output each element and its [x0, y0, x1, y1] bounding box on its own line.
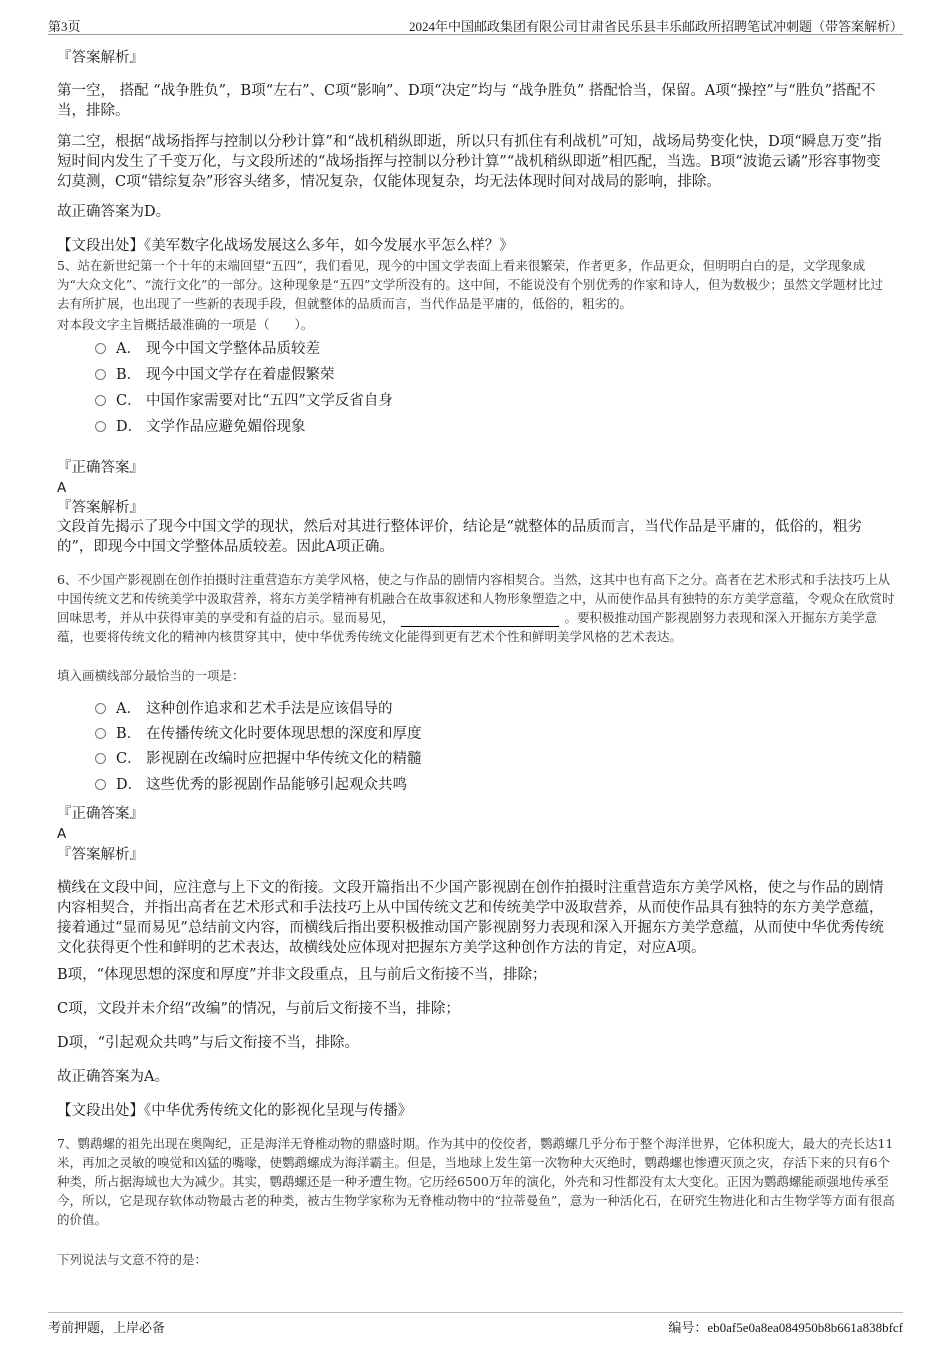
q5-option-d[interactable]: D． 文学作品应避免媚俗现象 — [95, 417, 306, 437]
q6-question: 填入画横线部分最恰当的一项是： — [57, 668, 245, 683]
q5-analysis-label: 『答案解析』 — [57, 500, 144, 516]
radio-icon[interactable] — [95, 779, 106, 790]
q5-analysis: 文段首先揭示了现今中国文学的现状，然后对其进行整体评价，结论是“就整体的品质而言，当代作品是平庸的，低俗的，粗劣的”，即现今中国文学整体品质较差。因此A项正确。 — [57, 519, 862, 555]
q4-analysis-p2: 第二空，根据“战场指挥与控制以分秒计算”和“战机稍纵即逝，所以只有抓住有利战机”可知，战场局势变化快，D项“瞬息万变”指短时间内发生了千变万化，与文段所述的“战场指挥与控制以分秒计算”“战机稍纵即逝”相匹配，当选。B项“波诡云谲”形容事物变幻莫测，C项“错综复杂”形容头绪多，情况复杂，仅能体现复杂，均无法体现时间对战局的影响，排除。 — [57, 134, 882, 190]
q6-answer: A — [57, 826, 67, 842]
radio-icon[interactable] — [95, 728, 106, 739]
page-footer — [48, 1312, 903, 1337]
q6-analysis-p3: C项，文段并未介绍“改编”的情况，与前后文衔接不当，排除； — [57, 1001, 460, 1017]
footer-slogan: 考前押题，上岸必备 — [48, 1320, 166, 1335]
q6-conclusion: 故正确答案为A。 — [57, 1069, 169, 1085]
radio-icon[interactable] — [95, 421, 106, 432]
q5-answer-label: 『正确答案』 — [57, 460, 144, 476]
q6-option-d[interactable]: D． 这些优秀的影视剧作品能够引起观众共鸣 — [95, 775, 407, 795]
q6-answer-label: 『正确答案』 — [57, 806, 144, 822]
q6-analysis-p4: D项，“引起观众共鸣”与后文衔接不当，排除。 — [57, 1035, 359, 1051]
radio-icon[interactable] — [95, 369, 106, 380]
q5-option-b[interactable]: B． 现今中国文学存在着虚假繁荣 — [95, 365, 335, 385]
q6-option-c[interactable]: C． 影视剧在改编时应把握中华传统文化的精髓 — [95, 749, 422, 769]
q5-answer: A — [57, 480, 67, 496]
q5-option-c[interactable]: C． 中国作家需要对比“五四”文学反省自身 — [95, 391, 393, 411]
page-header — [48, 12, 903, 35]
q4-source: 【文段出处】《美军数字化战场发展这么多年，如今发展水平怎么样？》 — [57, 238, 514, 254]
q6-option-a[interactable]: A． 这种创作追求和艺术手法是应该倡导的 — [95, 699, 393, 719]
q6-option-b[interactable]: B． 在传播传统文化时要体现思想的深度和厚度 — [95, 724, 422, 744]
fill-in-blank — [401, 612, 559, 627]
q7-passage: 7、鹦鹉螺的祖先出现在奥陶纪，正是海洋无脊椎动物的鼎盛时期。作为其中的佼佼者，鹦鹉螺几乎分布于整个海洋世界，它体积庞大，最大的壳长达11米，再加之灵敏的嗅觉和凶猛的嘴喙，使鹦鹉螺成为海洋霸主。但是，当地球上发生第一次物种大灭绝时，鹦鹉螺也惨遭灭顶之灾，存活下来的只有6个种类，所占据海域也大为减少。其实，鹦鹉螺还是一种矛遭生物。它历经6500万年的演化，外壳和习性都没有太大变化。正因为鹦鹉螺能顽强地传承至今，所以，它是现存软体动物最古老的种类，被古生物学家称为无脊椎动物中的“拉蒂曼鱼”，意为一种活化石，在研究生物进化和古生物学等方面有很高的价值。 — [57, 1136, 895, 1227]
q6-analysis-p2: B项，“体现思想的深度和厚度”并非文段重点，且与前后文衔接不当，排除； — [57, 967, 547, 983]
q7-question: 下列说法与文意不符的是： — [57, 1252, 208, 1267]
q6-source: 【文段出处】《中华优秀传统文化的影视化呈现与传播》 — [57, 1103, 413, 1119]
radio-icon[interactable] — [95, 753, 106, 764]
q6-analysis-label: 『答案解析』 — [57, 847, 144, 863]
document-title: 2024年中国邮政集团有限公司甘肃省民乐县丰乐邮政所招聘笔试冲刺题（带答案解析） — [408, 19, 903, 34]
q5-question: 对本段文字主旨概括最准确的一项是（ ）。 — [57, 317, 314, 332]
radio-icon[interactable] — [95, 395, 106, 406]
radio-icon[interactable] — [95, 343, 106, 354]
q5-passage: 5、站在新世纪第一个十年的末端回望“五四”，我们看见，现今的中国文学表面上看来很繁荣，作者更多，作品更众，但明明白白的是，文学现象成为“大众文化”、“流行文化”的一部分。这种现象是“五四”文学所没有的。这中间，不能说没有个别优秀的作家和诗人，但为数极少；虽然文学题材比过去有所扩展，也出现了一些新的表现手段，但就整体的品质而言，当代作品是平庸的，低俗的，粗劣的。 — [57, 258, 883, 311]
page-number: 第3页 — [48, 19, 81, 34]
radio-icon[interactable] — [95, 703, 106, 714]
q4-conclusion: 故正确答案为D。 — [57, 204, 171, 220]
q5-option-a[interactable]: A． 现今中国文学整体品质较差 — [95, 339, 320, 359]
q4-analysis-p1: 第一空， 搭配 “战争胜负”，B项“左右”、C项“影响”、D项“决定”均与 “战争胜负” 搭配恰当，保留。A项“操控”与“胜负”搭配不当，排除。 — [57, 83, 876, 119]
q4-analysis-label: 『答案解析』 — [57, 50, 144, 66]
q6-analysis-p1: 横线在文段中间，应注意与上下文的衔接。文段开篇指出不少国产影视剧在创作拍摄时注重营造东方美学风格，使之与作品的剧情内容相契合，并指出高者在艺术形式和手法技巧上从中国传统文艺和传统美学中汲取营养，从而使作品具有独特的东方美学意蕴，接着通过“显而易见”总结前文内容，而横线后指出要积极推动国产影视剧努力表现和深入开掘东方美学意蕴，从而使中华优秀传统文化获得更个性和鲜明的艺术表达，故横线处应体现对把握东方美学这种创作方法的肯定，对应A项。 — [57, 880, 884, 956]
q6-passage: 6、不少国产影视剧在创作拍摄时注重营造东方美学风格，使之与作品的剧情内容相契合。当然，这其中也有高下之分。高者在艺术形式和手法技巧上从中国传统文艺和传统美学中汲取营养，将东方美学精神有机融合在故事叙述和人物形象塑造之中，从而使作品具有独特的东方美学意蕴，令观众在欣赏时回味思考，并从中获得审美的享受和有益的启示。显而易见， 。要积极推动国产影视剧努力表现和深入开掘东方美学意蕴，也要将传统文化的精神内核贯穿其中，使中华优秀传统文化能得到更有艺术个性和鲜明美学风格的艺术表达。 — [57, 572, 895, 644]
document-id: 编号：eb0af5e0a8ea084950b8b661a838bfcf — [668, 1320, 903, 1335]
